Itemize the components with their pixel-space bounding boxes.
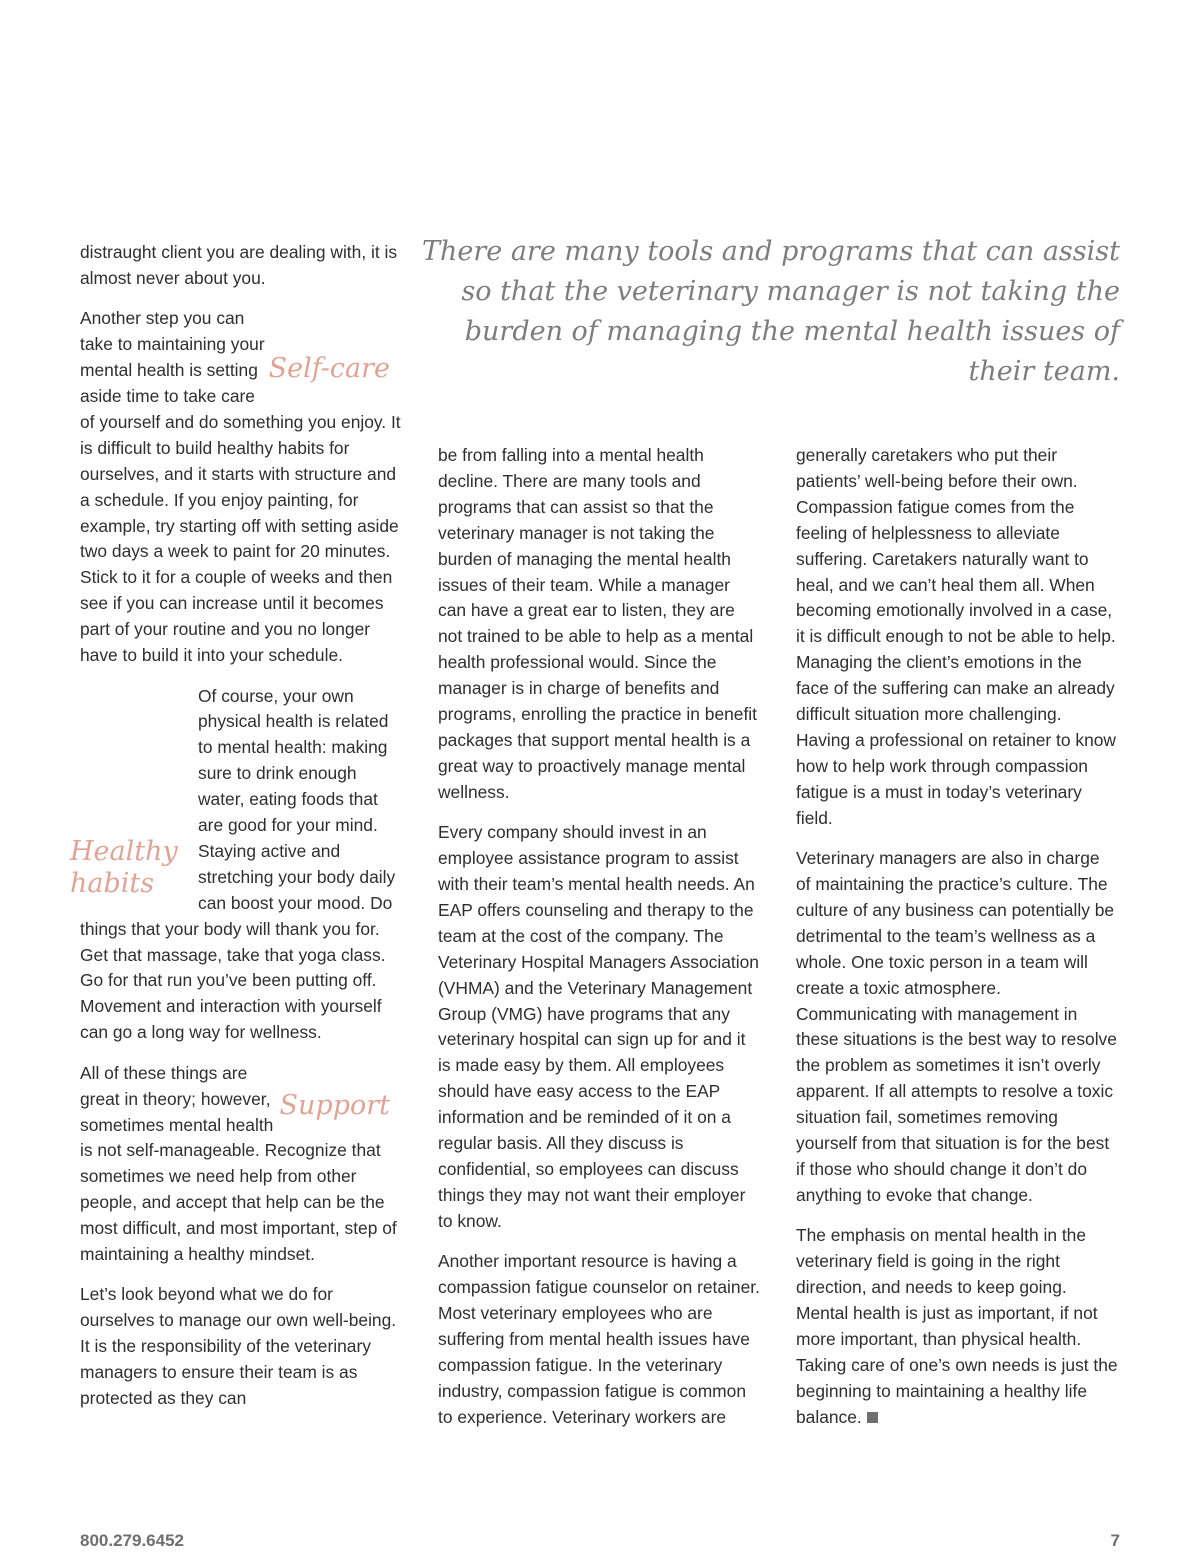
column2-paragraph-1: be from falling into a mental health decline. There are many tools and programs that can assist so that the veterinary manager is not taking the burden of managing the mental health issues of their team. While a manager can have a great ear to listen, they are not trained to be able to help as a mental health professional would. Since the manager is in charge of benefits and programs, enrolling the practice in benefit packages that support mental health is a great way to proactively manage mental wellness. <box>438 445 758 802</box>
column2-paragraph-3: Another important resource is having a compassion fatigue counselor on retainer. Most veterinary employees who are suffering from mental health issues have compassion fatigue. In the veterinary industry, compassion fatigue is common to experience. Veterinary workers are <box>438 1251 760 1427</box>
side-note-self-care: Self-care <box>268 353 390 385</box>
pull-quote: There are many tools and programs that can assist so that the veterinary manager is not taking the burden of managing the mental health issues of their team. <box>421 236 1120 387</box>
side-note-support: Support <box>279 1089 390 1121</box>
column3-paragraph-3 <box>796 1223 1118 1430</box>
article-column-1 <box>70 240 402 1426</box>
column1-paragraph-1: distraught client you are dealing with, it is almost never about you. <box>80 242 398 288</box>
column1-paragraph-5: Let’s look beyond what we do for ourselves to manage our own well-being. It is the responsibility of the veterinary managers to ensure their team is as protected as they can <box>80 1284 397 1409</box>
page-number: 7 <box>1110 1531 1120 1550</box>
column2-paragraph-2: Every company should invest in an employee assistance program to assist with their team’s mental health needs. An EAP offers counseling and therapy to the team at the cost of the company. The Veterinary Hospital Managers Association (VHMA) and the Veterinary Management Group (VMG) have programs that any veterinary hospital can sign up for and it is made easy by them. All employees should have easy access to the EAP information and be reminded of it on a regular basis. All they discuss is confidential, so employees can discuss things they may not want their employer to know. <box>438 822 759 1231</box>
footer-phone: 800.279.6452 <box>80 1531 184 1550</box>
column1-paragraph-4: All of these things are great in theory; however, sometimes mental health is not self-manageable. Recognize that sometimes we need help from other people, and accept that help can be the most difficult, and most important, step of maintaining a healthy mindset. <box>80 1062 397 1265</box>
column3-paragraph-1: generally caretakers who put their patients’ well-being before their own. Compassion fatigue comes from the feeling of helplessness to alleviate suffering. Caretakers naturally want to heal, and we can’t heal them all. When becoming emotionally involved in a case, it is difficult enough to not be able to help. Managing the client’s emotions in the face of the suffering can make an already difficult situation more challenging. Having a professional on retainer to know how to help work through compassion fatigue is a must in today’s veterinary field. <box>796 445 1116 828</box>
article-column-2 <box>438 443 760 1445</box>
article-column-3 <box>796 443 1118 1445</box>
column1-paragraph-3: Of course, your own physical health is related to mental health: making sure to drink enough water, eating foods that are good for your mind. Staying active and stretching your body daily can boost your mood. Do things that your body will thank you for. Get that massage, take that yoga class. Go for that run you’ve been putting off. Movement and interaction with yourself can go a long way for wellness. <box>80 685 396 1043</box>
side-note-healthy-habits: Healthy habits <box>70 835 178 899</box>
column3-paragraph-3-text: The emphasis on mental health in the veterinary field is going in the right direction, and needs to keep going. Mental health is just as important, if not more important, than physical health. Taking care of one’s own needs is just the beginning to maintaining a healthy life balance. <box>796 1225 1118 1427</box>
column1-paragraph-2: Another step you can take to maintaining your mental health is setting aside time to take care of yourself and do something you enjoy. It is difficult to build healthy habits for ourselves, and it starts with structure and a schedule. If you enjoy painting, for example, try starting off with setting aside two days a week to paint for 20 minutes. Stick to it for a couple of weeks and then see if you can increase until it becomes part of your routine and you no longer have to build it into your schedule. <box>80 308 401 666</box>
column3-paragraph-2: Veterinary managers are also in charge of maintaining the practice’s culture. The culture of any business can potentially be detrimental to the team’s wellness as a whole. One toxic person in a team will create a toxic atmosphere. Communicating with management in these situations is the best way to resolve the problem as sometimes it isn’t overly apparent. If all attempts to resolve a toxic situation fail, sometimes removing yourself from that situation is for the best if those who should change it don’t do anything to evoke that change. <box>796 848 1117 1205</box>
end-of-article-mark <box>867 1412 878 1423</box>
